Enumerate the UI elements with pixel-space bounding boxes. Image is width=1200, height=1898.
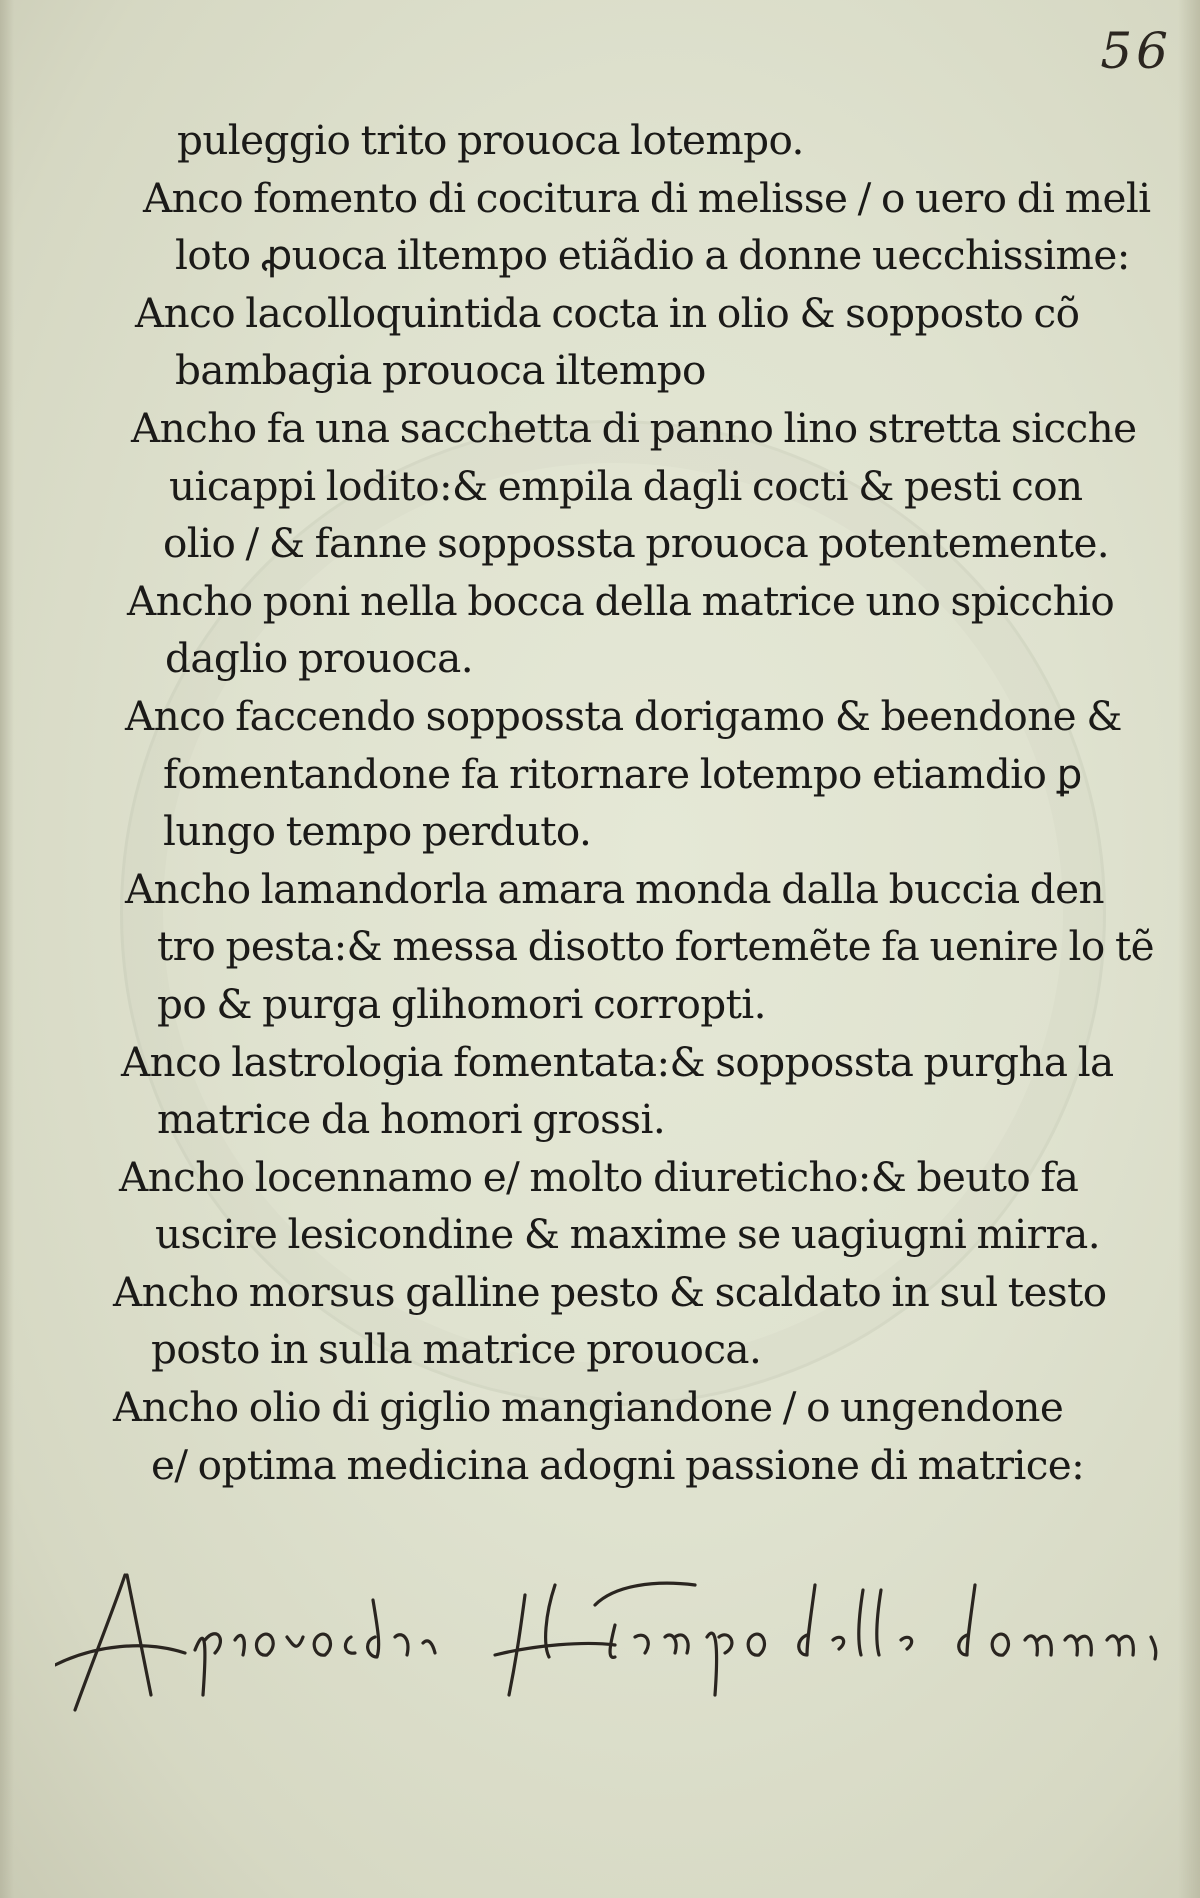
text-line: puleggio trito prouoca lotempo. [177, 116, 804, 164]
page-edge-left [0, 0, 14, 1898]
text-line: tro pesta:& messa disotto fortemẽte fa uenire lo tẽ [157, 922, 1154, 971]
text-line: Ancho fa una sacchetta di panno lino stretta sicche [131, 403, 1137, 452]
text-line: posto in sulla matrice prouoca. [151, 1325, 762, 1374]
text-line: Anco lastrologia fomentata:& soppossta purgha la [121, 1037, 1114, 1086]
text-line: po & purga glihomori corropti. [157, 979, 766, 1028]
text-line: Anco fomento di cocitura di melisse / o uero di meli [143, 173, 1151, 222]
text-line: Ancho locennamo e/ molto diureticho:& beuto fa [119, 1152, 1079, 1201]
text-line: Ancho olio di giglio mangiandone / o ungendone [113, 1383, 1064, 1432]
text-line: uicappi lodito:& empila dagli cocti & pesti con [169, 461, 1083, 510]
text-line: Ancho poni nella bocca della matrice uno spicchio [127, 576, 1115, 625]
text-line: olio / & fanne soppossta prouoca potentemente. [163, 519, 1110, 568]
text-line: bambagia prouoca iltempo [175, 346, 706, 395]
text-line: lungo tempo perduto. [163, 807, 592, 856]
text-line: Ancho morsus galline pesto & scaldato in sul testo [113, 1267, 1107, 1316]
text-line: Ancho lamandorla amara monda dalla buccia den [125, 864, 1104, 913]
text-line: uscire lesicondine & maxime se uagiugni mirra. [155, 1210, 1100, 1259]
folio-number: 56 [1100, 22, 1172, 80]
text-line: Anco faccendo soppossta dorigamo & beendone & [125, 691, 1122, 740]
text-line: loto ꝓuoca iltempo etiãdio a donne uecchissime: [175, 231, 1130, 280]
text-line: daglio prouoca. [165, 634, 473, 683]
printed-text-block [105, 112, 1154, 1494]
text-line: fomentandone fa ritornare lotempo etiamdio ꝑ [163, 749, 1082, 798]
text-line: matrice da homori grossi. [157, 1095, 666, 1144]
handwritten-annotation [55, 1545, 1195, 1725]
text-line: Anco lacolloquintida cocta in olio & sopposto cõ [135, 288, 1080, 337]
text-line: e/ optima medicina adogni passione di matrice: [151, 1440, 1085, 1489]
